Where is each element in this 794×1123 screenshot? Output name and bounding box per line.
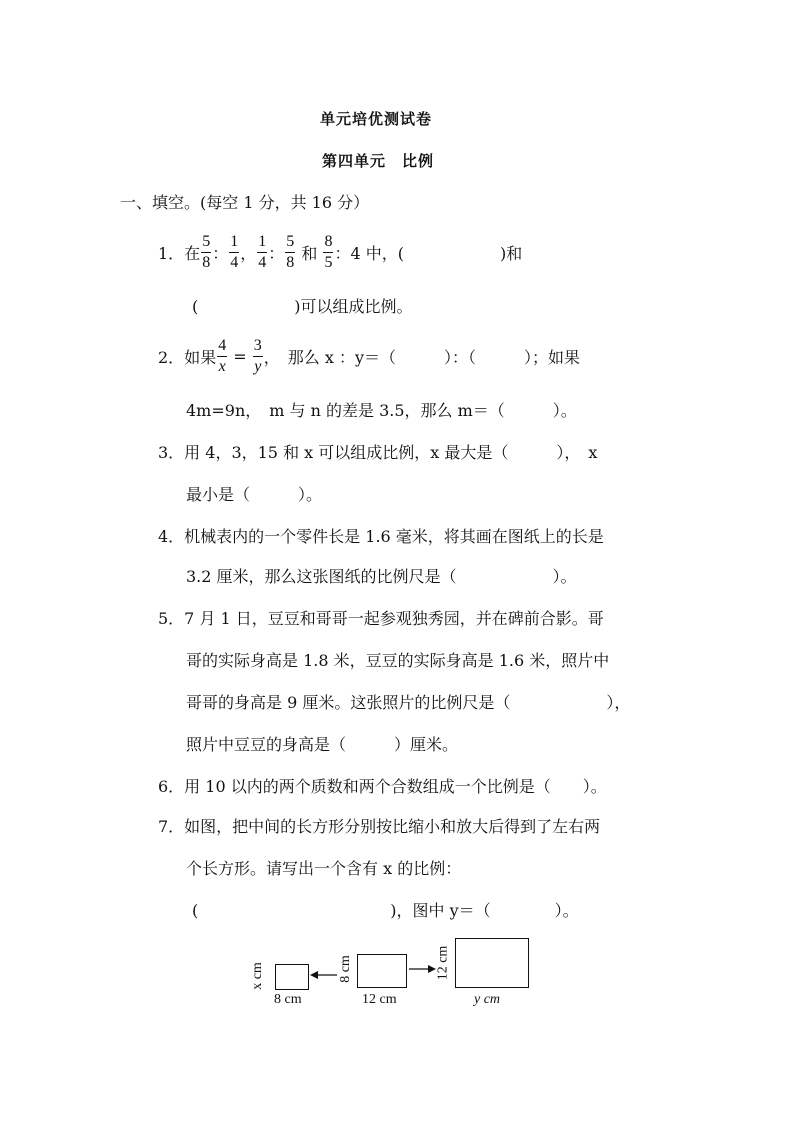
question-6-line-1: 6．用 10 以内的两个质数和两个合数组成一个比例是（ ）。 (158, 777, 607, 796)
question-4-line-1: 4．机械表内的一个零件长是 1.6 毫米，将其画在图纸上的长是 (158, 527, 604, 546)
section-heading: 一、填空。(每空 1 分，共 16 分） (120, 193, 370, 212)
question-1-line-2: ( )可以组成比例。 (192, 297, 413, 316)
page-title: 单元培优测试卷 (320, 110, 433, 128)
denominator: 5 (324, 253, 333, 271)
middle-rectangle-width-label: 12 cm (362, 992, 397, 1007)
text: ：4 中，( )和 (334, 243, 523, 263)
small-rectangle (275, 964, 309, 990)
text: 如果 (184, 347, 217, 367)
unit-subtitle: 第四单元 比例 (322, 152, 435, 170)
fraction (201, 234, 211, 271)
fraction (217, 338, 227, 375)
question-1-line-1 (158, 232, 522, 272)
denominator: 8 (202, 253, 211, 271)
large-rectangle (455, 938, 529, 988)
numerator: 5 (285, 234, 295, 253)
numerator: 4 (217, 338, 227, 357)
text: ， (240, 243, 257, 263)
text: = (228, 346, 252, 366)
numerator: 1 (257, 234, 267, 253)
arrow-left-icon (310, 968, 338, 982)
question-5-line-2: 哥的实际身高是 1.8 米，豆豆的实际身高是 1.6 米，照片中 (186, 651, 610, 670)
small-rectangle-width-label: 8 cm (274, 992, 302, 1007)
question-number: 2． (158, 347, 185, 367)
question-7-line-2: 个长方形。请写出一个含有 x 的比例： (186, 859, 462, 878)
question-3-line-1: 3．用 4，3，15 和 x 可以组成比例，x 最大是（ ）， x (158, 443, 598, 462)
denominator: 4 (258, 253, 267, 271)
question-5-line-1: 5．7 月 1 日，豆豆和哥哥一起参观独秀园，并在碑前合影。哥 (158, 609, 604, 628)
question-7-line-3: ( )，图中 y＝（ ）。 (192, 901, 579, 920)
denominator: 8 (286, 253, 295, 271)
numerator: 3 (253, 338, 263, 357)
question-5-line-4: 照片中豆豆的身高是（ ）厘米。 (186, 735, 459, 754)
small-rectangle-height-label: x cm (249, 962, 265, 990)
fraction (285, 234, 295, 271)
fraction (229, 234, 239, 271)
fraction (257, 234, 267, 271)
text: ： (212, 243, 229, 263)
fraction (253, 338, 263, 375)
question-number: 1． (158, 243, 185, 263)
rectangles-figure (250, 930, 550, 1020)
numerator: 8 (323, 234, 333, 253)
question-2-line-2: 4m=9n， m 与 n 的差是 3.5，那么 m＝（ ）。 (186, 401, 577, 420)
question-2-line-1 (158, 334, 580, 378)
middle-rectangle-height-label: 8 cm (337, 955, 353, 983)
arrow-right-icon (408, 962, 436, 976)
text: 和 (296, 243, 323, 263)
middle-rectangle (357, 954, 407, 988)
question-7-line-1: 7．如图，把中间的长方形分别按比缩小和放大后得到了左右两 (158, 817, 601, 836)
large-rectangle-width-label: y cm (474, 992, 501, 1007)
denominator: y (254, 357, 262, 375)
denominator: 4 (230, 253, 239, 271)
question-3-line-2: 最小是（ ）。 (186, 485, 323, 504)
text: 在 (184, 243, 201, 263)
numerator: 5 (201, 234, 211, 253)
numerator: 1 (229, 234, 239, 253)
question-4-line-2: 3.2 厘米，那么这张图纸的比例尺是（ ）。 (186, 567, 577, 586)
large-rectangle-height-label: 12 cm (435, 945, 451, 981)
denominator: x (218, 357, 226, 375)
question-5-line-3: 哥哥的身高是 9 厘米。这张照片的比例尺是（ ）， (186, 693, 631, 712)
text: ： (268, 243, 285, 263)
text: ， 那么 x ：y＝（ ）：（ ）；如果 (263, 347, 581, 367)
fraction (323, 234, 333, 271)
